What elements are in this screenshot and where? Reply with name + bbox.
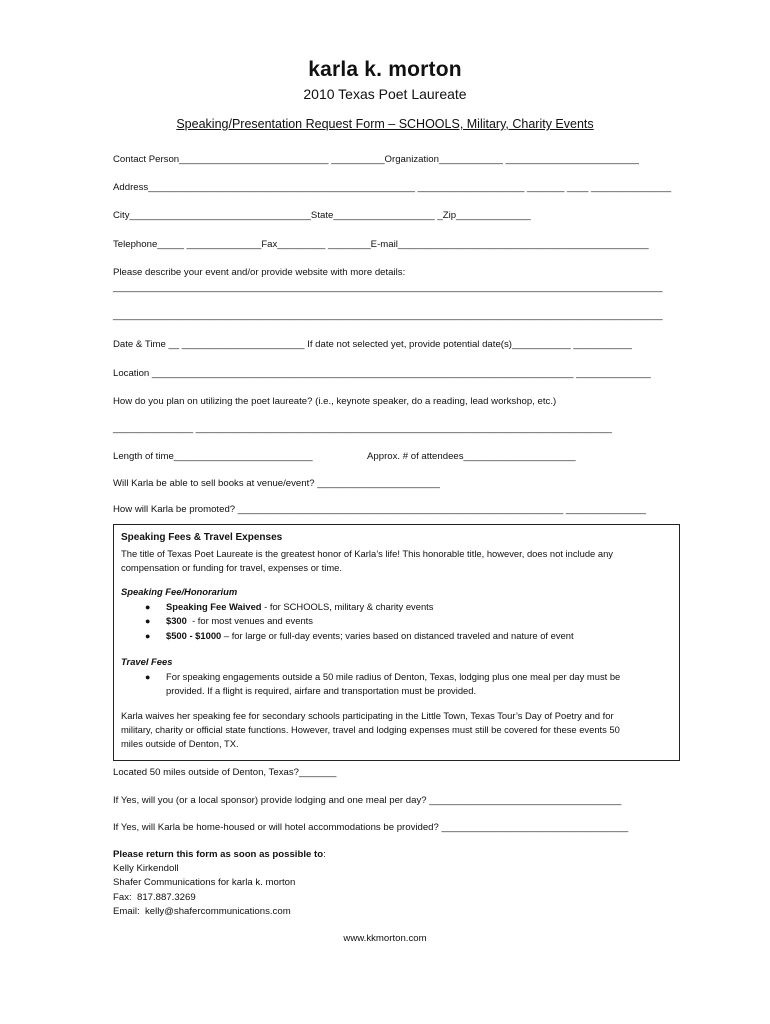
describe-line-2[interactable]: _______________________________________________________________________________________________________ bbox=[113, 310, 663, 321]
length-of-time-field[interactable]: Length of time__________________________ bbox=[113, 451, 313, 462]
describe-line-1[interactable]: _______________________________________________________________________________________________________ bbox=[113, 282, 663, 293]
bullet-icon: ● bbox=[145, 602, 151, 612]
fees-heading: Speaking Fees & Travel Expenses bbox=[121, 532, 283, 543]
fee-item: Speaking Fee Waived - for SCHOOLS, military & charity events bbox=[166, 601, 434, 612]
date-time-field[interactable]: Date & Time __ _______________________ If date not selected yet, provide potential date(s)___________ ___________ bbox=[113, 339, 633, 350]
address-field[interactable]: Address__________________________________________________ ____________________ _______ ____ _______________ bbox=[113, 182, 672, 193]
housing-field[interactable]: If Yes, will Karla be home-housed or will hotel accommodations be provided? ___________________________________ bbox=[113, 822, 629, 833]
form-title: Speaking/Presentation Request Form – SCHOOLS, Military, Charity Events bbox=[176, 117, 594, 131]
bullet-icon: ● bbox=[145, 631, 151, 641]
attendees-field[interactable]: Approx. # of attendees_____________________ bbox=[367, 451, 576, 462]
travel-fees-heading: Travel Fees bbox=[121, 656, 173, 667]
located-outside-field[interactable]: Located 50 miles outside of Denton, Texas?_______ bbox=[113, 767, 337, 778]
bullet-icon: ● bbox=[145, 672, 151, 682]
fees-intro-line-2: compensation or funding for travel, expenses or time. bbox=[121, 562, 342, 573]
waive-line-3: miles outside of Denton, TX. bbox=[121, 738, 239, 749]
describe-event-label: Please describe your event and/or provide website with more details: bbox=[113, 267, 406, 278]
return-heading: Please return this form as soon as possible to: bbox=[113, 849, 326, 860]
fees-intro-line-1: The title of Texas Poet Laureate is the greatest honor of Karla’s life! This honorable title, however, does not include any bbox=[121, 548, 613, 559]
promoted-field[interactable]: How will Karla be promoted? _____________________________________________________________ _______________ bbox=[113, 504, 646, 515]
telephone-fax-email-field[interactable]: Telephone_____ ______________Fax_________ ________E-mail_______________________________________________ bbox=[113, 239, 649, 250]
waive-line-1: Karla waives her speaking fee for secondary schools participating in the Little Town, Texas Tour’s Day of Poetry and for bbox=[121, 710, 614, 721]
return-company: Shafer Communications for karla k. morton bbox=[113, 877, 296, 888]
travel-line-1: For speaking engagements outside a 50 mile radius of Denton, Texas, lodging plus one meal per day must be bbox=[166, 671, 621, 682]
page-subtitle: 2010 Texas Poet Laureate bbox=[303, 86, 467, 102]
bullet-icon: ● bbox=[145, 616, 151, 626]
footer-website: www.kkmorton.com bbox=[343, 933, 427, 944]
plan-label: How do you plan on utilizing the poet laureate? (i.e., keynote speaker, do a reading, lead workshop, etc.) bbox=[113, 396, 557, 407]
plan-line[interactable]: _______________ ______________________________________________________________________________ bbox=[113, 423, 612, 434]
fee-item: $300 - for most venues and events bbox=[166, 615, 313, 626]
contact-field[interactable]: Contact Person____________________________ __________Organization____________ _________________________ bbox=[113, 154, 640, 165]
city-state-zip-field[interactable]: City__________________________________State___________________ _Zip______________ bbox=[113, 210, 531, 221]
fees-box bbox=[113, 524, 680, 761]
waive-line-2: military, charity or official state functions. However, travel and lodging expenses must still be covered for these events 50 bbox=[121, 724, 620, 735]
sell-books-field[interactable]: Will Karla be able to sell books at venue/event? _______________________ bbox=[113, 478, 440, 489]
return-name: Kelly Kirkendoll bbox=[113, 863, 179, 874]
lodging-field[interactable]: If Yes, will you (or a local sponsor) provide lodging and one meal per day? ____________________________________ bbox=[113, 795, 622, 806]
return-email: Email: kelly@shafercommunications.com bbox=[113, 906, 291, 917]
fee-item: $500 - $1000 – for large or full-day events; varies based on distanced traveled and nature of event bbox=[166, 630, 574, 641]
location-field[interactable]: Location _______________________________________________________________________________ ______________ bbox=[113, 368, 651, 379]
travel-line-2: provided. If a flight is required, airfare and transportation must be provided. bbox=[166, 685, 477, 696]
return-fax: Fax: 817.887.3269 bbox=[113, 892, 196, 903]
speaking-fee-heading: Speaking Fee/Honorarium bbox=[121, 586, 238, 597]
page-title: karla k. morton bbox=[308, 58, 462, 81]
